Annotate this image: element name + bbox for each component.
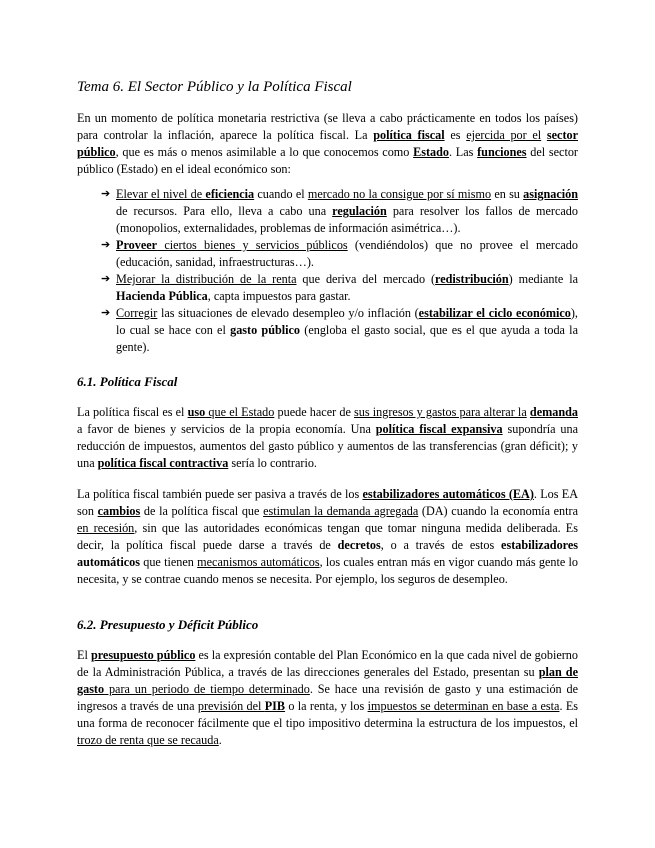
term-politica-fiscal: política fiscal: [373, 128, 445, 142]
term-sector-publico: sector público: [77, 128, 579, 159]
underlined-text: Elevar el nivel de: [116, 187, 206, 201]
term-proveer: Proveer: [116, 238, 158, 252]
term-politica-contractiva: política fiscal contractiva: [97, 456, 229, 470]
estabilizadores-paragraph: [77, 486, 578, 588]
list-item: [101, 305, 578, 356]
underlined-text: para un periodo de tiempo determinado: [104, 682, 310, 696]
section-heading-presupuesto: 6.2. Presupuesto y Déficit Público: [77, 617, 259, 632]
term-estabilizadores: estabilizadores automáticos (EA): [362, 487, 534, 501]
term-presupuesto-publico: presupuesto público: [90, 648, 196, 662]
text-run: es la expresión contable del Plan Económico en la que cada nivel de gobierno de la Administración Pública, a través de las direcciones generales del Estado, presentan su: [77, 648, 578, 679]
term-redistribucion: redistribución: [435, 272, 509, 286]
text-run: cuando el: [254, 187, 308, 201]
politica-fiscal-paragraph: [77, 404, 578, 472]
text-run: . Las: [449, 145, 478, 159]
underlined-text: Mejorar la distribución de la renta: [116, 272, 297, 286]
text-run: puede hacer de: [274, 405, 355, 419]
term-regulacion: regulación: [332, 204, 387, 218]
term-uso: uso: [187, 405, 206, 419]
underlined-text: previsión del: [197, 699, 265, 713]
text-run: que tienen: [139, 555, 198, 569]
term-estabilizar-ciclo: estabilizar el ciclo económico: [418, 306, 571, 320]
term-hacienda-publica: Hacienda Pública: [116, 289, 208, 303]
text-run: o la renta, y los: [285, 699, 368, 713]
arrow-bullet-icon: ➔: [101, 239, 111, 251]
underlined-text: en recesión: [77, 521, 135, 535]
text-run: , los cuales entran más en vigor cuando más gente lo necesita, y se contrae cuando menos se necesita. Por ejemplo, los seguros de desempleo.: [77, 555, 578, 586]
arrow-bullet-icon: ➔: [101, 188, 111, 200]
text-run: de recursos. Para ello, lleva a cabo una: [116, 204, 333, 218]
text-run: sería lo contrario.: [228, 456, 317, 470]
term-politica-expansiva: política fiscal expansiva: [375, 422, 503, 436]
term-pib: PIB: [264, 699, 286, 713]
text-run: (engloba el gasto social, que es el que ayuda a toda la gente).: [116, 323, 578, 354]
term-decretos: decretos: [337, 538, 381, 552]
text-run: El: [77, 648, 91, 662]
text-run: , capta impuestos para gastar.: [207, 289, 351, 303]
arrow-bullet-icon: ➔: [101, 273, 111, 285]
underlined-text: sus ingresos y gastos para alterar la: [354, 405, 527, 419]
presupuesto-paragraph: [77, 647, 578, 749]
document-title: Tema 6. El Sector Público y la Política Fiscal: [77, 79, 352, 95]
list-item: [101, 186, 578, 237]
text-run: ) mediante la: [508, 272, 578, 286]
text-run: , sin que las autoridades económicas tengan que tomar ninguna medida deliberada. Es decir, la política fiscal puede darse a través de: [77, 521, 578, 552]
text-run: es: [444, 128, 467, 142]
text-run: . Los EA son: [77, 487, 578, 518]
term-estado: Estado: [413, 145, 450, 159]
underlined-text: impuestos se determinan en base a esta: [367, 699, 560, 713]
term-plan-de-gasto: plan de gasto: [77, 665, 578, 696]
text-run: supondría una reducción de impuestos, aumentos del gasto público y aumentos de las transferencias (gran déficit); y una: [77, 422, 579, 470]
term-demanda: demanda: [529, 405, 579, 419]
intro-paragraph: [77, 110, 578, 178]
term-funciones: funciones: [477, 145, 527, 159]
text-run: , que es más o menos asimilable a lo que conocemos como: [115, 145, 414, 159]
text-run: La política fiscal también puede ser pasiva a través de los: [77, 487, 363, 501]
text-run: La política fiscal es el: [77, 405, 188, 419]
text-run: en su: [491, 187, 524, 201]
underlined-text: ciertos bienes y servicios públicos: [157, 238, 348, 252]
term-gasto-publico: gasto público: [230, 323, 301, 337]
text-run: para resolver los fallos de mercado (monopolios, externalidades, problemas de información asimétrica…).: [116, 204, 578, 235]
section-heading-politica-fiscal: 6.1. Política Fiscal: [77, 374, 178, 389]
term-asignacion: asignación: [523, 187, 578, 201]
text-run: (DA) cuando la economía entra: [418, 504, 578, 518]
text-run: . Es una forma de reconocer fácilmente que el tipo impositivo determina la estructura de los impuestos, el: [77, 699, 579, 730]
text-run: . Se hace una revisión de gasto y una estimación de ingresos a través de una: [77, 682, 579, 713]
arrow-bullet-icon: ➔: [101, 307, 111, 319]
term-eficiencia: eficiencia: [205, 187, 255, 201]
text-run: ), lo cual se hace con el: [116, 306, 578, 337]
text-run: , o a través de estos: [380, 538, 502, 552]
text-run: En un momento de política monetaria restrictiva (se lleva a cabo prácticamente en todos los países) para controlar la inflación, aparece la política fiscal. La: [77, 111, 578, 142]
underlined-text: mercado no la consigue por sí mismo: [307, 187, 492, 201]
term-cambios: cambios: [97, 504, 141, 518]
text-run: que deriva del mercado (: [296, 272, 436, 286]
text-run: las situaciones de elevado desempleo y/o inflación (: [157, 306, 419, 320]
list-item: [101, 237, 578, 271]
underlined-text: trozo de renta que se recauda: [77, 733, 219, 747]
functions-list: [101, 186, 578, 356]
underlined-text: Corregir: [116, 306, 158, 320]
underlined-text: ejercida por el: [466, 128, 542, 142]
text-run: .: [218, 733, 222, 747]
text-run: de la política fiscal que: [140, 504, 264, 518]
list-item: [101, 271, 578, 305]
text-run: (vendiéndolos) que no provee el mercado (educación, sanidad, infraestructuras…).: [116, 238, 578, 269]
text-run: a favor de bienes y servicios de la propia economía. Una: [77, 422, 376, 436]
text-run: del sector público (Estado) en el ideal económico son:: [77, 145, 578, 176]
underlined-text: que el Estado: [205, 405, 275, 419]
term-estabilizadores-bold: estabilizadores automáticos: [77, 538, 579, 569]
underlined-text: mecanismos automáticos: [197, 555, 320, 569]
underlined-text: estimulan la demanda agregada: [263, 504, 419, 518]
